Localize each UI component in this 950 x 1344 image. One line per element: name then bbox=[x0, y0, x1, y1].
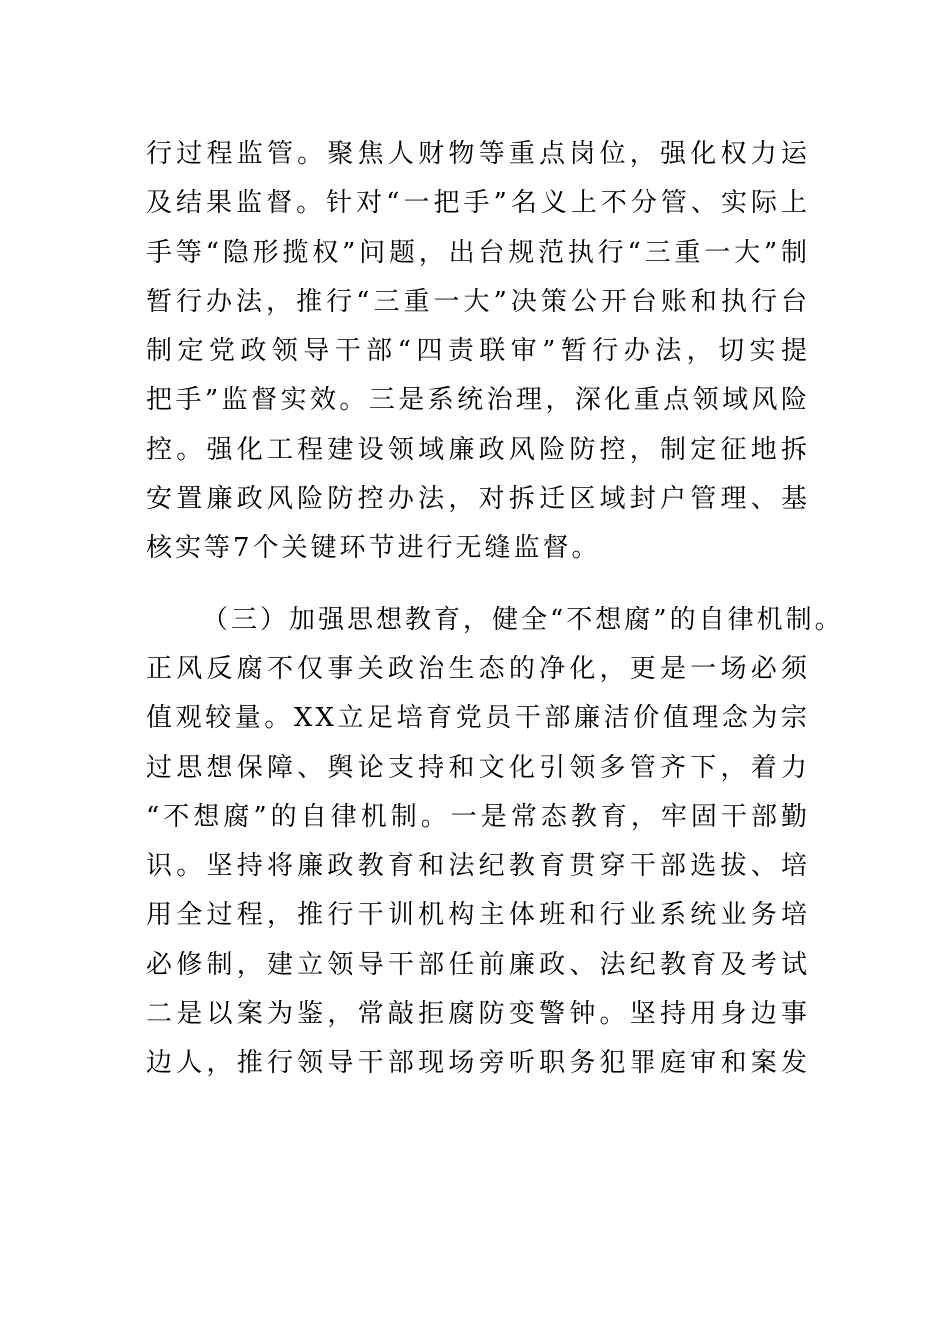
text-line: 把手”监督实效。三是系统治理，深化重点领域风险 bbox=[146, 385, 810, 416]
text-line: 暂行办法，推行“三重一大”决策公开台账和执行台 bbox=[146, 286, 810, 317]
text-line: 必修制，建立领导干部任前廉政、法纪教育及考试 bbox=[146, 949, 810, 980]
paragraph-spacer bbox=[146, 574, 810, 596]
section-heading-line: （三）加强思想教育，健全“不想腐”的自律机制。 bbox=[202, 604, 844, 635]
text-line: 二是以案为鉴，常敲拒腐防变警钟。坚持用身边事 bbox=[146, 999, 810, 1030]
text-line-last: 核实等7个关键环节进行无缝监督。 bbox=[146, 533, 601, 564]
text-line: 用全过程，推行干训机构主体班和行业系统业务培 bbox=[146, 900, 810, 931]
paragraph-1 bbox=[146, 130, 810, 574]
text-line: 手等“隐形揽权”问题，出台规范执行“三重一大”制 bbox=[146, 237, 810, 268]
text-line: 识。坚持将廉政教育和法纪教育贯穿干部选拔、培 bbox=[146, 851, 810, 882]
text-line: 制定党政领导干部“四责联审”暂行办法，切实提 bbox=[146, 336, 810, 367]
text-line: 及结果监督。针对“一把手”名义上不分管、实际上 bbox=[146, 188, 810, 219]
text-line: 安置廉政风险防控办法，对拆迁区域封户管理、基 bbox=[146, 484, 810, 515]
text-line: 正风反腐不仅事关政治生态的净化，更是一场必须 bbox=[146, 653, 810, 684]
paragraph-2 bbox=[146, 596, 844, 1089]
text-line: 边人，推行领导干部现场旁听职务犯罪庭审和案发 bbox=[146, 1048, 810, 1079]
text-line: 过思想保障、舆论支持和文化引领多管齐下，着力 bbox=[146, 752, 810, 783]
text-line: 值观较量。XX立足培育党员干部廉洁价值理念为宗 bbox=[146, 703, 810, 734]
text-line: “不想腐”的自律机制。一是常态教育，牢固干部勤 bbox=[146, 801, 810, 832]
document-body bbox=[146, 130, 844, 1089]
text-line: 控。强化工程建设领域廉政风险防控，制定征地拆 bbox=[146, 434, 810, 465]
text-line: 行过程监管。聚焦人财物等重点岗位，强化权力运 bbox=[146, 139, 810, 169]
